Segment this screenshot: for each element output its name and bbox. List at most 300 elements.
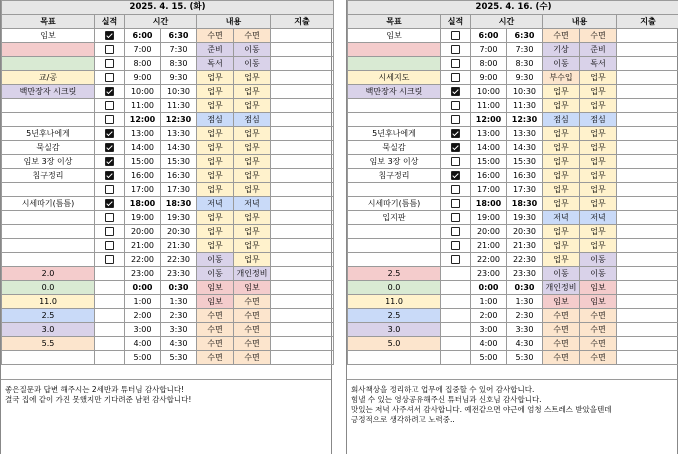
activity-cell-first[interactable]: 이동 <box>543 57 580 71</box>
activity-cell-first[interactable]: 점심 <box>543 113 580 127</box>
activity-cell-second[interactable]: 수면 <box>234 323 271 337</box>
activity-cell-second[interactable]: 업무 <box>580 155 617 169</box>
spend-cell[interactable] <box>271 337 334 351</box>
done-cell[interactable] <box>441 57 471 71</box>
goal-cell[interactable] <box>2 43 95 57</box>
done-cell[interactable] <box>95 127 125 141</box>
done-checkbox[interactable] <box>451 101 460 110</box>
activity-cell-second[interactable]: 점심 <box>580 113 617 127</box>
activity-cell-first[interactable]: 업무 <box>543 239 580 253</box>
end-time: 4:30 <box>507 337 543 351</box>
done-cell[interactable] <box>95 309 125 323</box>
goal-cell[interactable]: 임보 3장 이상 <box>348 155 441 169</box>
spacer <box>347 365 677 379</box>
done-cell[interactable] <box>441 43 471 57</box>
activity-cell-first[interactable]: 수면 <box>543 337 580 351</box>
done-checkbox[interactable] <box>105 115 114 124</box>
schedule-row <box>2 85 334 99</box>
done-cell[interactable] <box>441 113 471 127</box>
activity-cell-first[interactable]: 수면 <box>543 351 580 365</box>
done-cell[interactable] <box>95 141 125 155</box>
spend-cell[interactable] <box>617 323 678 337</box>
spend-cell[interactable] <box>617 29 678 43</box>
goal-cell[interactable]: 임보 <box>348 29 441 43</box>
spend-cell[interactable] <box>617 267 678 281</box>
done-checkbox[interactable] <box>451 171 460 180</box>
spend-cell[interactable] <box>271 43 334 57</box>
goal-cell[interactable] <box>2 351 95 365</box>
done-checkbox[interactable] <box>451 227 460 236</box>
spend-cell[interactable] <box>617 169 678 183</box>
spend-cell[interactable] <box>271 183 334 197</box>
activity-cell-second[interactable]: 업무 <box>580 225 617 239</box>
spend-cell[interactable] <box>271 29 334 43</box>
done-cell[interactable] <box>441 309 471 323</box>
done-checkbox[interactable] <box>451 255 460 264</box>
end-time: 9:30 <box>161 71 197 85</box>
activity-cell-second[interactable]: 수면 <box>234 351 271 365</box>
done-cell[interactable] <box>441 337 471 351</box>
spend-cell[interactable] <box>271 239 334 253</box>
activity-cell-first[interactable]: 수면 <box>543 323 580 337</box>
done-checkbox[interactable] <box>451 87 460 96</box>
activity-cell-second[interactable]: 이동 <box>580 253 617 267</box>
spend-cell[interactable] <box>617 183 678 197</box>
done-checkbox[interactable] <box>105 255 114 264</box>
done-checkbox[interactable] <box>105 45 114 54</box>
activity-cell-first[interactable]: 수면 <box>197 323 234 337</box>
spend-cell[interactable] <box>617 197 678 211</box>
goal-cell[interactable]: 5년후나에게 <box>2 127 95 141</box>
spend-cell[interactable] <box>617 239 678 253</box>
activity-cell-second[interactable]: 업무 <box>580 85 617 99</box>
spend-cell[interactable] <box>271 351 334 365</box>
done-checkbox[interactable] <box>105 59 114 68</box>
done-cell[interactable] <box>95 43 125 57</box>
done-checkbox[interactable] <box>451 241 460 250</box>
goal-cell[interactable] <box>348 99 441 113</box>
done-checkbox[interactable] <box>451 31 460 40</box>
schedule-row <box>2 337 334 351</box>
activity-cell-second[interactable]: 업무 <box>234 127 271 141</box>
done-cell[interactable] <box>95 71 125 85</box>
spend-cell[interactable] <box>617 99 678 113</box>
done-cell[interactable] <box>95 85 125 99</box>
goal-cell[interactable]: 임보 3장 이상 <box>2 155 95 169</box>
done-cell[interactable] <box>95 183 125 197</box>
activity-cell-first[interactable]: 수면 <box>197 351 234 365</box>
spend-cell[interactable] <box>271 57 334 71</box>
done-cell[interactable] <box>441 183 471 197</box>
done-cell[interactable] <box>441 99 471 113</box>
activity-cell-second[interactable]: 업무 <box>234 253 271 267</box>
done-cell[interactable] <box>441 351 471 365</box>
spend-cell[interactable] <box>617 351 678 365</box>
done-cell[interactable] <box>441 85 471 99</box>
done-cell[interactable] <box>95 239 125 253</box>
done-cell[interactable] <box>95 211 125 225</box>
activity-cell-first[interactable]: 점심 <box>197 113 234 127</box>
activity-cell-first[interactable]: 수면 <box>197 309 234 323</box>
goal-cell[interactable]: 2.0 <box>2 267 95 281</box>
activity-cell-first[interactable]: 임보 <box>543 295 580 309</box>
goal-cell[interactable] <box>2 253 95 267</box>
done-cell[interactable] <box>441 281 471 295</box>
goal-cell[interactable]: 시세지도 <box>348 71 441 85</box>
spend-cell[interactable] <box>271 169 334 183</box>
done-checkbox[interactable] <box>105 143 114 152</box>
goal-cell[interactable]: 임보 <box>2 29 95 43</box>
activity-cell-second[interactable]: 수면 <box>234 309 271 323</box>
done-cell[interactable] <box>441 239 471 253</box>
done-checkbox[interactable] <box>105 227 114 236</box>
goal-cell[interactable]: 시세따기(틈틈) <box>348 197 441 211</box>
done-checkbox[interactable] <box>451 115 460 124</box>
activity-cell-first[interactable]: 독서 <box>197 57 234 71</box>
goal-cell[interactable] <box>2 239 95 253</box>
done-cell[interactable] <box>95 295 125 309</box>
activity-cell-first[interactable]: 이동 <box>197 267 234 281</box>
goal-cell[interactable]: 백만장자 시크릿 <box>2 85 95 99</box>
spend-cell[interactable] <box>271 267 334 281</box>
activity-cell-second[interactable]: 준비 <box>580 43 617 57</box>
spend-cell[interactable] <box>271 281 334 295</box>
done-cell[interactable] <box>441 211 471 225</box>
done-cell[interactable] <box>95 253 125 267</box>
activity-cell-first[interactable]: 업무 <box>543 155 580 169</box>
done-checkbox[interactable] <box>105 31 114 40</box>
goal-cell[interactable] <box>348 43 441 57</box>
goal-cell[interactable]: 5년후나에게 <box>348 127 441 141</box>
done-checkbox[interactable] <box>105 73 114 82</box>
spend-cell[interactable] <box>271 141 334 155</box>
planner-sheet-left <box>0 0 332 454</box>
spend-cell[interactable] <box>617 141 678 155</box>
done-cell[interactable] <box>441 127 471 141</box>
activity-cell-second[interactable]: 이동 <box>234 43 271 57</box>
done-checkbox[interactable] <box>451 199 460 208</box>
goal-cell[interactable] <box>2 99 95 113</box>
activity-cell-first[interactable]: 업무 <box>543 225 580 239</box>
activity-cell-second[interactable]: 업무 <box>580 183 617 197</box>
end-time: 23:30 <box>507 267 543 281</box>
activity-cell-second[interactable]: 업무 <box>234 183 271 197</box>
activity-cell-second[interactable]: 업무 <box>580 169 617 183</box>
activity-cell-first[interactable]: 업무 <box>197 141 234 155</box>
done-cell[interactable] <box>95 281 125 295</box>
goal-cell[interactable] <box>348 57 441 71</box>
spend-cell[interactable] <box>271 99 334 113</box>
activity-cell-second[interactable]: 수면 <box>580 29 617 43</box>
activity-cell-second[interactable]: 업무 <box>234 141 271 155</box>
activity-cell-first[interactable]: 임보 <box>197 295 234 309</box>
schedule-row <box>348 127 678 141</box>
spend-cell[interactable] <box>271 85 334 99</box>
activity-cell-second[interactable]: 업무 <box>580 127 617 141</box>
activity-cell-second[interactable]: 업무 <box>580 197 617 211</box>
activity-cell-first[interactable]: 부수입 <box>543 71 580 85</box>
date-header: 2025. 4. 16. (수) <box>348 1 678 15</box>
goal-cell[interactable]: 3.0 <box>348 323 441 337</box>
spend-cell[interactable] <box>271 323 334 337</box>
done-cell[interactable] <box>95 99 125 113</box>
done-cell[interactable] <box>95 155 125 169</box>
start-time: 23:00 <box>471 267 507 281</box>
spend-cell[interactable] <box>271 309 334 323</box>
activity-cell-second[interactable]: 업무 <box>234 155 271 169</box>
start-time: 15:00 <box>471 155 507 169</box>
spend-cell[interactable] <box>617 43 678 57</box>
goal-cell[interactable]: 5.0 <box>348 337 441 351</box>
activity-cell-first[interactable]: 이동 <box>197 253 234 267</box>
activity-cell-first[interactable]: 수면 <box>197 337 234 351</box>
activity-cell-first[interactable]: 업무 <box>197 99 234 113</box>
spend-cell[interactable] <box>271 113 334 127</box>
goal-cell[interactable] <box>348 239 441 253</box>
goal-cell[interactable]: 침구정리 <box>2 169 95 183</box>
activity-cell-first[interactable]: 업무 <box>543 183 580 197</box>
activity-cell-second[interactable]: 수면 <box>234 295 271 309</box>
end-time: 12:30 <box>161 113 197 127</box>
spend-cell[interactable] <box>271 127 334 141</box>
activity-cell-second[interactable]: 수면 <box>580 323 617 337</box>
done-cell[interactable] <box>95 113 125 127</box>
done-checkbox[interactable] <box>105 241 114 250</box>
activity-cell-first[interactable]: 이동 <box>543 267 580 281</box>
done-cell[interactable] <box>441 225 471 239</box>
spend-cell[interactable] <box>271 155 334 169</box>
activity-cell-second[interactable]: 임보 <box>580 295 617 309</box>
spend-cell[interactable] <box>617 295 678 309</box>
done-cell[interactable] <box>95 323 125 337</box>
spend-cell[interactable] <box>617 113 678 127</box>
done-cell[interactable] <box>441 267 471 281</box>
spend-cell[interactable] <box>617 155 678 169</box>
activity-cell-first[interactable]: 수면 <box>543 309 580 323</box>
done-checkbox[interactable] <box>451 73 460 82</box>
done-checkbox[interactable] <box>105 87 114 96</box>
done-cell[interactable] <box>95 225 125 239</box>
goal-cell[interactable] <box>2 211 95 225</box>
done-cell[interactable] <box>441 323 471 337</box>
goal-cell[interactable]: 11.0 <box>2 295 95 309</box>
goal-cell[interactable]: 0.0 <box>348 281 441 295</box>
start-time: 7:00 <box>471 43 507 57</box>
done-cell[interactable] <box>95 197 125 211</box>
activity-cell-second[interactable]: 업무 <box>234 239 271 253</box>
done-cell[interactable] <box>95 267 125 281</box>
start-time: 19:00 <box>471 211 507 225</box>
done-checkbox[interactable] <box>451 143 460 152</box>
activity-cell-second[interactable]: 업무 <box>580 239 617 253</box>
done-cell[interactable] <box>95 57 125 71</box>
done-cell[interactable] <box>441 295 471 309</box>
activity-cell-second[interactable]: 업무 <box>234 99 271 113</box>
activity-cell-second[interactable]: 업무 <box>234 71 271 85</box>
spend-cell[interactable] <box>271 71 334 85</box>
schedule-row <box>348 309 678 323</box>
goal-cell[interactable] <box>348 225 441 239</box>
end-time: 21:30 <box>507 239 543 253</box>
done-checkbox[interactable] <box>105 171 114 180</box>
activity-cell-first[interactable]: 업무 <box>197 239 234 253</box>
spend-cell[interactable] <box>617 253 678 267</box>
goal-cell[interactable]: 묵실감 <box>348 141 441 155</box>
done-checkbox[interactable] <box>105 157 114 166</box>
activity-cell-first[interactable]: 업무 <box>543 127 580 141</box>
spend-cell[interactable] <box>617 85 678 99</box>
spend-cell[interactable] <box>271 295 334 309</box>
end-time: 0:30 <box>161 281 197 295</box>
spend-cell[interactable] <box>617 127 678 141</box>
done-cell[interactable] <box>95 29 125 43</box>
done-checkbox[interactable] <box>451 185 460 194</box>
activity-cell-first[interactable]: 개인정비 <box>543 281 580 295</box>
goal-cell[interactable] <box>348 253 441 267</box>
start-time: 8:00 <box>125 57 161 71</box>
gratitude-notes[interactable] <box>347 379 677 449</box>
spend-cell[interactable] <box>617 309 678 323</box>
activity-cell-first[interactable]: 업무 <box>197 85 234 99</box>
activity-cell-second[interactable]: 수면 <box>234 337 271 351</box>
spend-cell[interactable] <box>617 211 678 225</box>
activity-cell-first[interactable]: 임보 <box>197 281 234 295</box>
spend-cell[interactable] <box>617 337 678 351</box>
activity-cell-first[interactable]: 업무 <box>543 253 580 267</box>
done-cell[interactable] <box>95 169 125 183</box>
done-cell[interactable] <box>441 71 471 85</box>
spend-cell[interactable] <box>271 197 334 211</box>
goal-cell[interactable] <box>2 113 95 127</box>
activity-cell-first[interactable]: 업무 <box>197 155 234 169</box>
done-checkbox[interactable] <box>451 213 460 222</box>
activity-cell-second[interactable]: 이동 <box>580 267 617 281</box>
activity-cell-second[interactable]: 업무 <box>234 85 271 99</box>
activity-cell-first[interactable]: 업무 <box>197 127 234 141</box>
done-cell[interactable] <box>95 351 125 365</box>
activity-cell-first[interactable]: 업무 <box>543 85 580 99</box>
done-checkbox[interactable] <box>105 129 114 138</box>
activity-cell-first[interactable]: 업무 <box>543 99 580 113</box>
done-checkbox[interactable] <box>451 157 460 166</box>
done-checkbox[interactable] <box>105 101 114 110</box>
end-time: 15:30 <box>161 155 197 169</box>
activity-cell-second[interactable]: 이동 <box>234 57 271 71</box>
activity-cell-second[interactable]: 업무 <box>234 169 271 183</box>
goal-cell[interactable]: 2.5 <box>348 309 441 323</box>
done-cell[interactable] <box>441 29 471 43</box>
done-checkbox[interactable] <box>451 129 460 138</box>
gratitude-notes[interactable] <box>1 379 331 449</box>
goal-cell[interactable]: 백만장자 시크릿 <box>348 85 441 99</box>
start-time: 1:00 <box>125 295 161 309</box>
goal-cell[interactable]: 2.5 <box>348 267 441 281</box>
done-cell[interactable] <box>441 169 471 183</box>
activity-cell-first[interactable]: 저녁 <box>197 197 234 211</box>
spend-cell[interactable] <box>617 57 678 71</box>
activity-cell-second[interactable]: 임보 <box>580 281 617 295</box>
activity-cell-second[interactable]: 수면 <box>580 309 617 323</box>
done-cell[interactable] <box>95 337 125 351</box>
goal-cell[interactable] <box>2 225 95 239</box>
activity-cell-second[interactable]: 임보 <box>234 281 271 295</box>
goal-cell[interactable]: 3.0 <box>2 323 95 337</box>
done-checkbox[interactable] <box>105 185 114 194</box>
activity-cell-first[interactable]: 업무 <box>197 211 234 225</box>
activity-cell-first[interactable]: 업무 <box>543 169 580 183</box>
activity-cell-first[interactable]: 수면 <box>543 29 580 43</box>
spend-cell[interactable] <box>617 281 678 295</box>
goal-cell[interactable]: 침구정리 <box>348 169 441 183</box>
activity-cell-first[interactable]: 업무 <box>197 225 234 239</box>
goal-cell[interactable]: 2.5 <box>2 309 95 323</box>
activity-cell-second[interactable]: 수면 <box>580 351 617 365</box>
goal-cell[interactable] <box>348 351 441 365</box>
done-checkbox[interactable] <box>105 213 114 222</box>
activity-cell-second[interactable]: 수면 <box>580 337 617 351</box>
activity-cell-first[interactable]: 기상 <box>543 43 580 57</box>
goal-cell[interactable] <box>2 183 95 197</box>
activity-cell-first[interactable]: 업무 <box>197 169 234 183</box>
activity-cell-second[interactable]: 저녁 <box>234 197 271 211</box>
goal-cell[interactable]: 0.0 <box>2 281 95 295</box>
activity-cell-second[interactable]: 업무 <box>580 141 617 155</box>
start-time: 19:00 <box>125 211 161 225</box>
activity-cell-first[interactable]: 수면 <box>197 29 234 43</box>
activity-cell-second[interactable]: 업무 <box>234 225 271 239</box>
spend-cell[interactable] <box>271 225 334 239</box>
activity-cell-second[interactable]: 독서 <box>580 57 617 71</box>
start-time: 8:00 <box>471 57 507 71</box>
activity-cell-second[interactable]: 업무 <box>234 211 271 225</box>
goal-cell[interactable] <box>348 183 441 197</box>
activity-cell-first[interactable]: 업무 <box>197 183 234 197</box>
goal-cell[interactable] <box>348 113 441 127</box>
done-checkbox[interactable] <box>105 199 114 208</box>
activity-cell-first[interactable]: 업무 <box>197 71 234 85</box>
activity-cell-first[interactable]: 준비 <box>197 43 234 57</box>
activity-cell-second[interactable]: 업무 <box>580 99 617 113</box>
done-cell[interactable] <box>441 253 471 267</box>
spend-cell[interactable] <box>617 71 678 85</box>
goal-cell[interactable]: 시세따기(틈틈) <box>2 197 95 211</box>
activity-cell-second[interactable]: 점심 <box>234 113 271 127</box>
done-checkbox[interactable] <box>451 45 460 54</box>
goal-cell[interactable]: 5.5 <box>2 337 95 351</box>
activity-cell-second[interactable]: 수면 <box>234 29 271 43</box>
goal-cell[interactable]: 교/공 <box>2 71 95 85</box>
done-checkbox[interactable] <box>451 59 460 68</box>
done-cell[interactable] <box>441 155 471 169</box>
goal-cell[interactable]: 11.0 <box>348 295 441 309</box>
schedule-row <box>348 85 678 99</box>
activity-cell-second[interactable]: 업무 <box>580 71 617 85</box>
activity-cell-first[interactable]: 업무 <box>543 197 580 211</box>
spend-cell[interactable] <box>271 253 334 267</box>
goal-cell[interactable]: 입지판 <box>348 211 441 225</box>
activity-cell-first[interactable]: 업무 <box>543 141 580 155</box>
done-cell[interactable] <box>441 197 471 211</box>
spend-cell[interactable] <box>271 211 334 225</box>
spend-cell[interactable] <box>617 225 678 239</box>
goal-cell[interactable] <box>2 57 95 71</box>
activity-cell-second[interactable]: 저녁 <box>580 211 617 225</box>
goal-cell[interactable]: 묵실감 <box>2 141 95 155</box>
activity-cell-second[interactable]: 개인정비 <box>234 267 271 281</box>
activity-cell-first[interactable]: 저녁 <box>543 211 580 225</box>
start-time: 9:00 <box>125 71 161 85</box>
done-cell[interactable] <box>441 141 471 155</box>
